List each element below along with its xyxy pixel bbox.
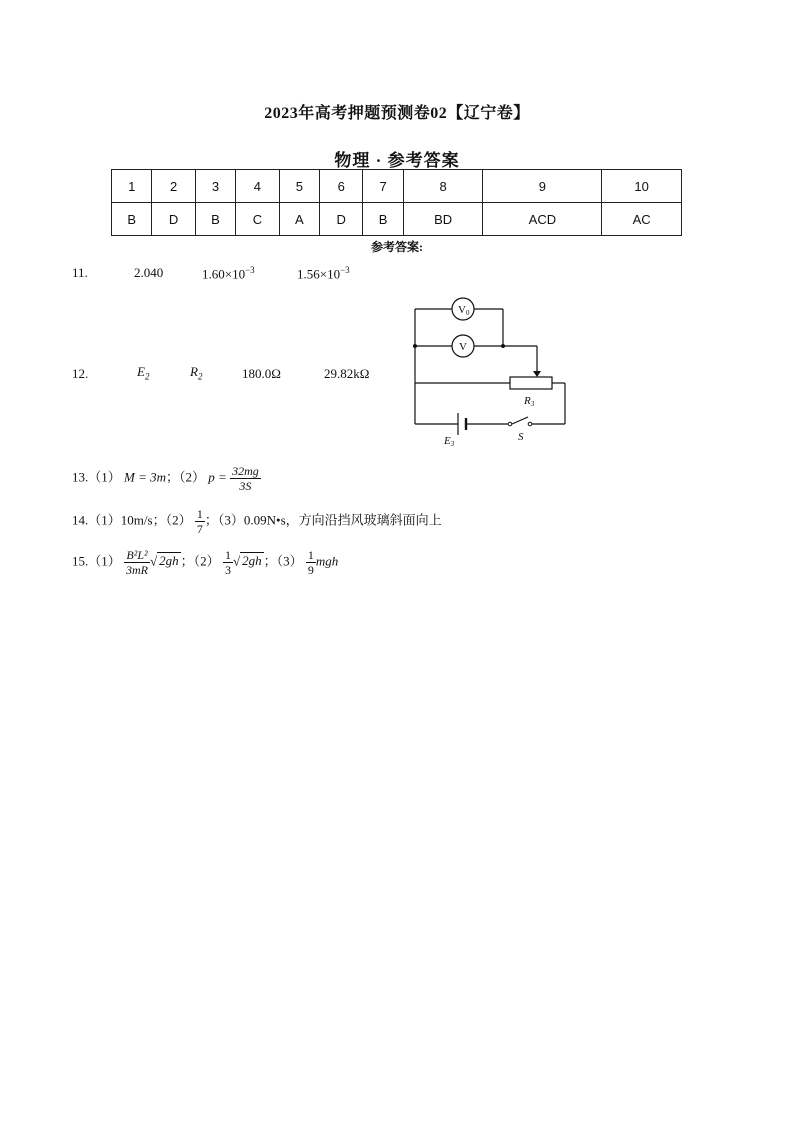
q12-answer-1 xyxy=(137,364,149,382)
question-number-cell: 5 xyxy=(279,170,319,203)
junction-dot xyxy=(413,344,417,348)
q15-number: 15. xyxy=(72,553,89,569)
q14-line xyxy=(72,507,442,536)
question-number-cell: 3 xyxy=(195,170,235,203)
q12-answer-4: 29.82kΩ xyxy=(324,366,370,381)
question-number-cell: 4 xyxy=(236,170,279,203)
q13-part-1: （1） xyxy=(88,469,121,485)
q15-separator: ； xyxy=(180,553,194,569)
switch-contact xyxy=(508,422,512,426)
answer-table-number-row xyxy=(112,170,682,203)
switch-icon xyxy=(512,417,528,424)
junction-dot xyxy=(501,344,505,348)
q11-answer-3 xyxy=(297,265,350,282)
answer-cell: ACD xyxy=(483,203,602,236)
q15-part-2: （2） xyxy=(193,553,220,569)
page-title: 2023年高考押题预测卷02【辽宁卷】 xyxy=(264,105,530,122)
switch-label: S xyxy=(518,431,524,443)
q11-answer-3-exponent: −3 xyxy=(340,265,350,275)
answer-cell: AC xyxy=(602,203,682,236)
answer-cell: B xyxy=(112,203,152,236)
q14-answer-3: 0.09N•s，方向沿挡风玻璃斜面向上 xyxy=(243,512,442,528)
answer-cell: A xyxy=(279,203,319,236)
q11-answer-2-base: 1.60×10 xyxy=(202,266,246,282)
q11-answer-2 xyxy=(202,265,255,282)
e3-label: E3 xyxy=(444,435,455,448)
q12-answer-2-sub: 2 xyxy=(197,371,203,382)
fraction-denominator: 3mR xyxy=(126,563,149,577)
q13-answer-2-lhs: p = xyxy=(208,469,227,485)
fraction-denominator: 7 xyxy=(196,522,203,536)
v-label: V xyxy=(459,341,467,353)
switch-contact xyxy=(528,422,532,426)
q15-part-3: （3） xyxy=(276,553,303,569)
q14-part-3: （3） xyxy=(217,512,244,528)
q13-line xyxy=(72,464,261,493)
circuit-diagram xyxy=(400,292,580,454)
q14-part-2: （2） xyxy=(165,512,192,528)
sqrt-symbol: √ xyxy=(150,553,158,569)
q15-part-1: （1） xyxy=(88,553,121,569)
question-number-cell: 2 xyxy=(152,170,195,203)
answer-table xyxy=(111,169,682,236)
answer-cell: BD xyxy=(403,203,483,236)
q14-answer-2-fraction xyxy=(195,507,205,536)
question-number-cell: 10 xyxy=(602,170,682,203)
fraction-denominator: 3 xyxy=(224,563,231,577)
q13-separator: ； xyxy=(166,469,180,485)
answer-table-answer-row xyxy=(112,203,682,236)
fraction-numerator: 1 xyxy=(224,548,231,562)
question-number-cell: 7 xyxy=(363,170,403,203)
q14-separator: ； xyxy=(152,512,166,528)
q11-answer-1: 2.040 xyxy=(134,265,164,280)
q12-answer-3: 180.0Ω xyxy=(242,366,281,381)
q15-line xyxy=(72,548,338,577)
q14-separator: ； xyxy=(204,512,218,528)
answer-cell: C xyxy=(236,203,279,236)
q12-answer-2 xyxy=(190,364,202,382)
q13-answer-1: M = 3m xyxy=(124,469,167,485)
page-subtitle: 物理 · 参考答案 xyxy=(334,151,460,170)
answer-cell: D xyxy=(152,203,195,236)
q13-answer-2-fraction xyxy=(230,464,261,493)
q14-part-1: （1） xyxy=(88,512,121,528)
q15-answer-1-fraction xyxy=(124,548,150,577)
fraction-numerator: B²L² xyxy=(124,548,150,563)
q15-separator: ； xyxy=(263,553,277,569)
r3-label: R3 xyxy=(524,395,535,408)
q12-number: 12. xyxy=(72,366,89,381)
q15-answer-2-sqrt: 2gh xyxy=(242,553,262,569)
question-number-cell: 8 xyxy=(403,170,483,203)
q13-part-2: （2） xyxy=(179,469,206,485)
q11-answer-3-base: 1.56×10 xyxy=(297,266,341,282)
q13-number: 13. xyxy=(72,469,89,485)
fraction-numerator: 1 xyxy=(196,507,203,521)
answer-cell: B xyxy=(195,203,235,236)
v0-label: V0 xyxy=(458,304,470,317)
fraction-denominator: 3S xyxy=(239,479,252,493)
q11-answer-2-exponent: −3 xyxy=(245,265,255,275)
reference-answers-label: 参考答案: xyxy=(371,240,423,254)
q12-answer-2-letter: R xyxy=(190,364,198,379)
sqrt-symbol: √ xyxy=(232,553,241,569)
slider-arrow-icon xyxy=(533,371,541,377)
rheostat-icon xyxy=(510,377,552,389)
question-number-cell: 1 xyxy=(112,170,152,203)
q12-answer-1-sub: 2 xyxy=(144,371,150,382)
question-number-cell: 9 xyxy=(483,170,602,203)
q15-answer-3-tail: mgh xyxy=(315,553,339,569)
answer-cell: B xyxy=(363,203,403,236)
q12-answer-1-letter: E xyxy=(137,364,145,379)
q14-answer-1: 10m/s xyxy=(120,512,153,528)
q14-number: 14. xyxy=(72,512,89,528)
q11-number: 11. xyxy=(72,265,88,280)
q15-answer-2-fraction xyxy=(223,548,233,577)
fraction-numerator: 32mg xyxy=(232,464,259,478)
fraction-numerator: 1 xyxy=(307,548,314,562)
q15-answer-3-fraction xyxy=(306,548,316,577)
q15-answer-1-sqrt: 2gh xyxy=(159,553,179,569)
fraction-denominator: 9 xyxy=(307,563,314,577)
question-number-cell: 6 xyxy=(320,170,363,203)
answer-cell: D xyxy=(320,203,363,236)
